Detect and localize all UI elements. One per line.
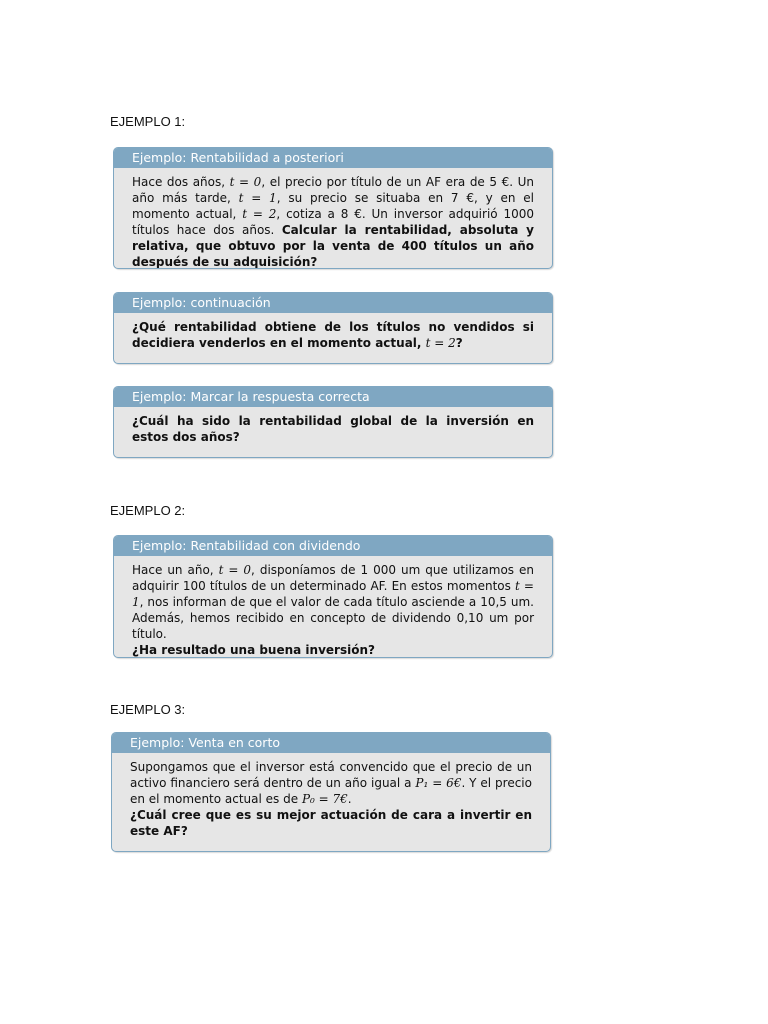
box-title: Ejemplo: continuación	[114, 293, 552, 313]
question-text: Calcular la rentabilidad, absoluta y relativa, que obtuvo por la venta de 400 títulos un año después de su adquisición?	[132, 223, 534, 269]
math: t = 2	[242, 207, 277, 221]
box-body	[112, 753, 550, 845]
question-text: ¿Ha resultado una buena inversión?	[132, 643, 375, 657]
math: t = 0	[218, 563, 252, 577]
math: t = 1	[132, 579, 534, 609]
example-box-continuacion	[113, 292, 553, 364]
box-title: Ejemplo: Venta en corto	[112, 733, 550, 753]
question-text: ¿Qué rentabilidad obtiene de los títulos no vendidos si decidiera venderlos en el momento actual,	[132, 320, 534, 350]
box-title: Ejemplo: Rentabilidad a posteriori	[114, 148, 552, 168]
example-1-heading: EJEMPLO 1:	[110, 114, 186, 129]
example-box-rentabilidad-a-posteriori	[113, 147, 553, 269]
example-box-marcar-respuesta	[113, 386, 553, 458]
question-text: ?	[455, 336, 463, 350]
box-body	[114, 168, 552, 269]
question-text: ¿Cuál ha sido la rentabilidad global de la inversión en estos dos años?	[132, 414, 534, 444]
text: .	[347, 792, 352, 806]
text: . Y el precio en el momento actual es de	[130, 776, 532, 806]
text: Hace un año,	[132, 563, 219, 577]
text: , cotiza a 8 €. Un inversor adquirió 1000 títulos hace dos años.	[132, 207, 534, 237]
box-body	[114, 313, 552, 357]
math: t = 2	[425, 336, 456, 350]
example-2-heading: EJEMPLO 2:	[110, 503, 186, 518]
text: , nos informan de que el valor de cada título asciende a 10,5 um. Además, hemos recibido en concepto de dividendo 0,10 um por título.	[132, 595, 534, 641]
math: t = 0	[229, 175, 262, 189]
example-3-heading: EJEMPLO 3:	[110, 702, 186, 717]
math: t = 1	[238, 191, 277, 205]
question-text: ¿Cuál cree que es su mejor actuación de cara a invertir en este AF?	[130, 808, 532, 838]
text: , su precio se situaba en 7 €, y en el momento actual,	[132, 191, 535, 221]
math: P₁ = 6€	[415, 776, 462, 790]
box-body	[114, 407, 552, 451]
math: P₀ = 7€	[301, 792, 348, 806]
example-box-venta-en-corto	[111, 732, 551, 852]
text: Supongamos que el inversor está convencido que el precio de un activo financiero será dentro de un año igual a	[130, 760, 532, 790]
box-title: Ejemplo: Rentabilidad con dividendo	[114, 536, 552, 556]
text: , el precio por título de un AF era de 5 €. Un año más tarde,	[132, 175, 534, 205]
text: Hace dos años,	[132, 175, 230, 189]
box-title: Ejemplo: Marcar la respuesta correcta	[114, 387, 552, 407]
text: , disponíamos de 1 000 um que utilizamos en adquirir 100 títulos de un determinado AF. En estos momentos	[132, 563, 535, 593]
example-box-rentabilidad-con-dividendo	[113, 535, 553, 658]
box-body	[114, 556, 552, 658]
